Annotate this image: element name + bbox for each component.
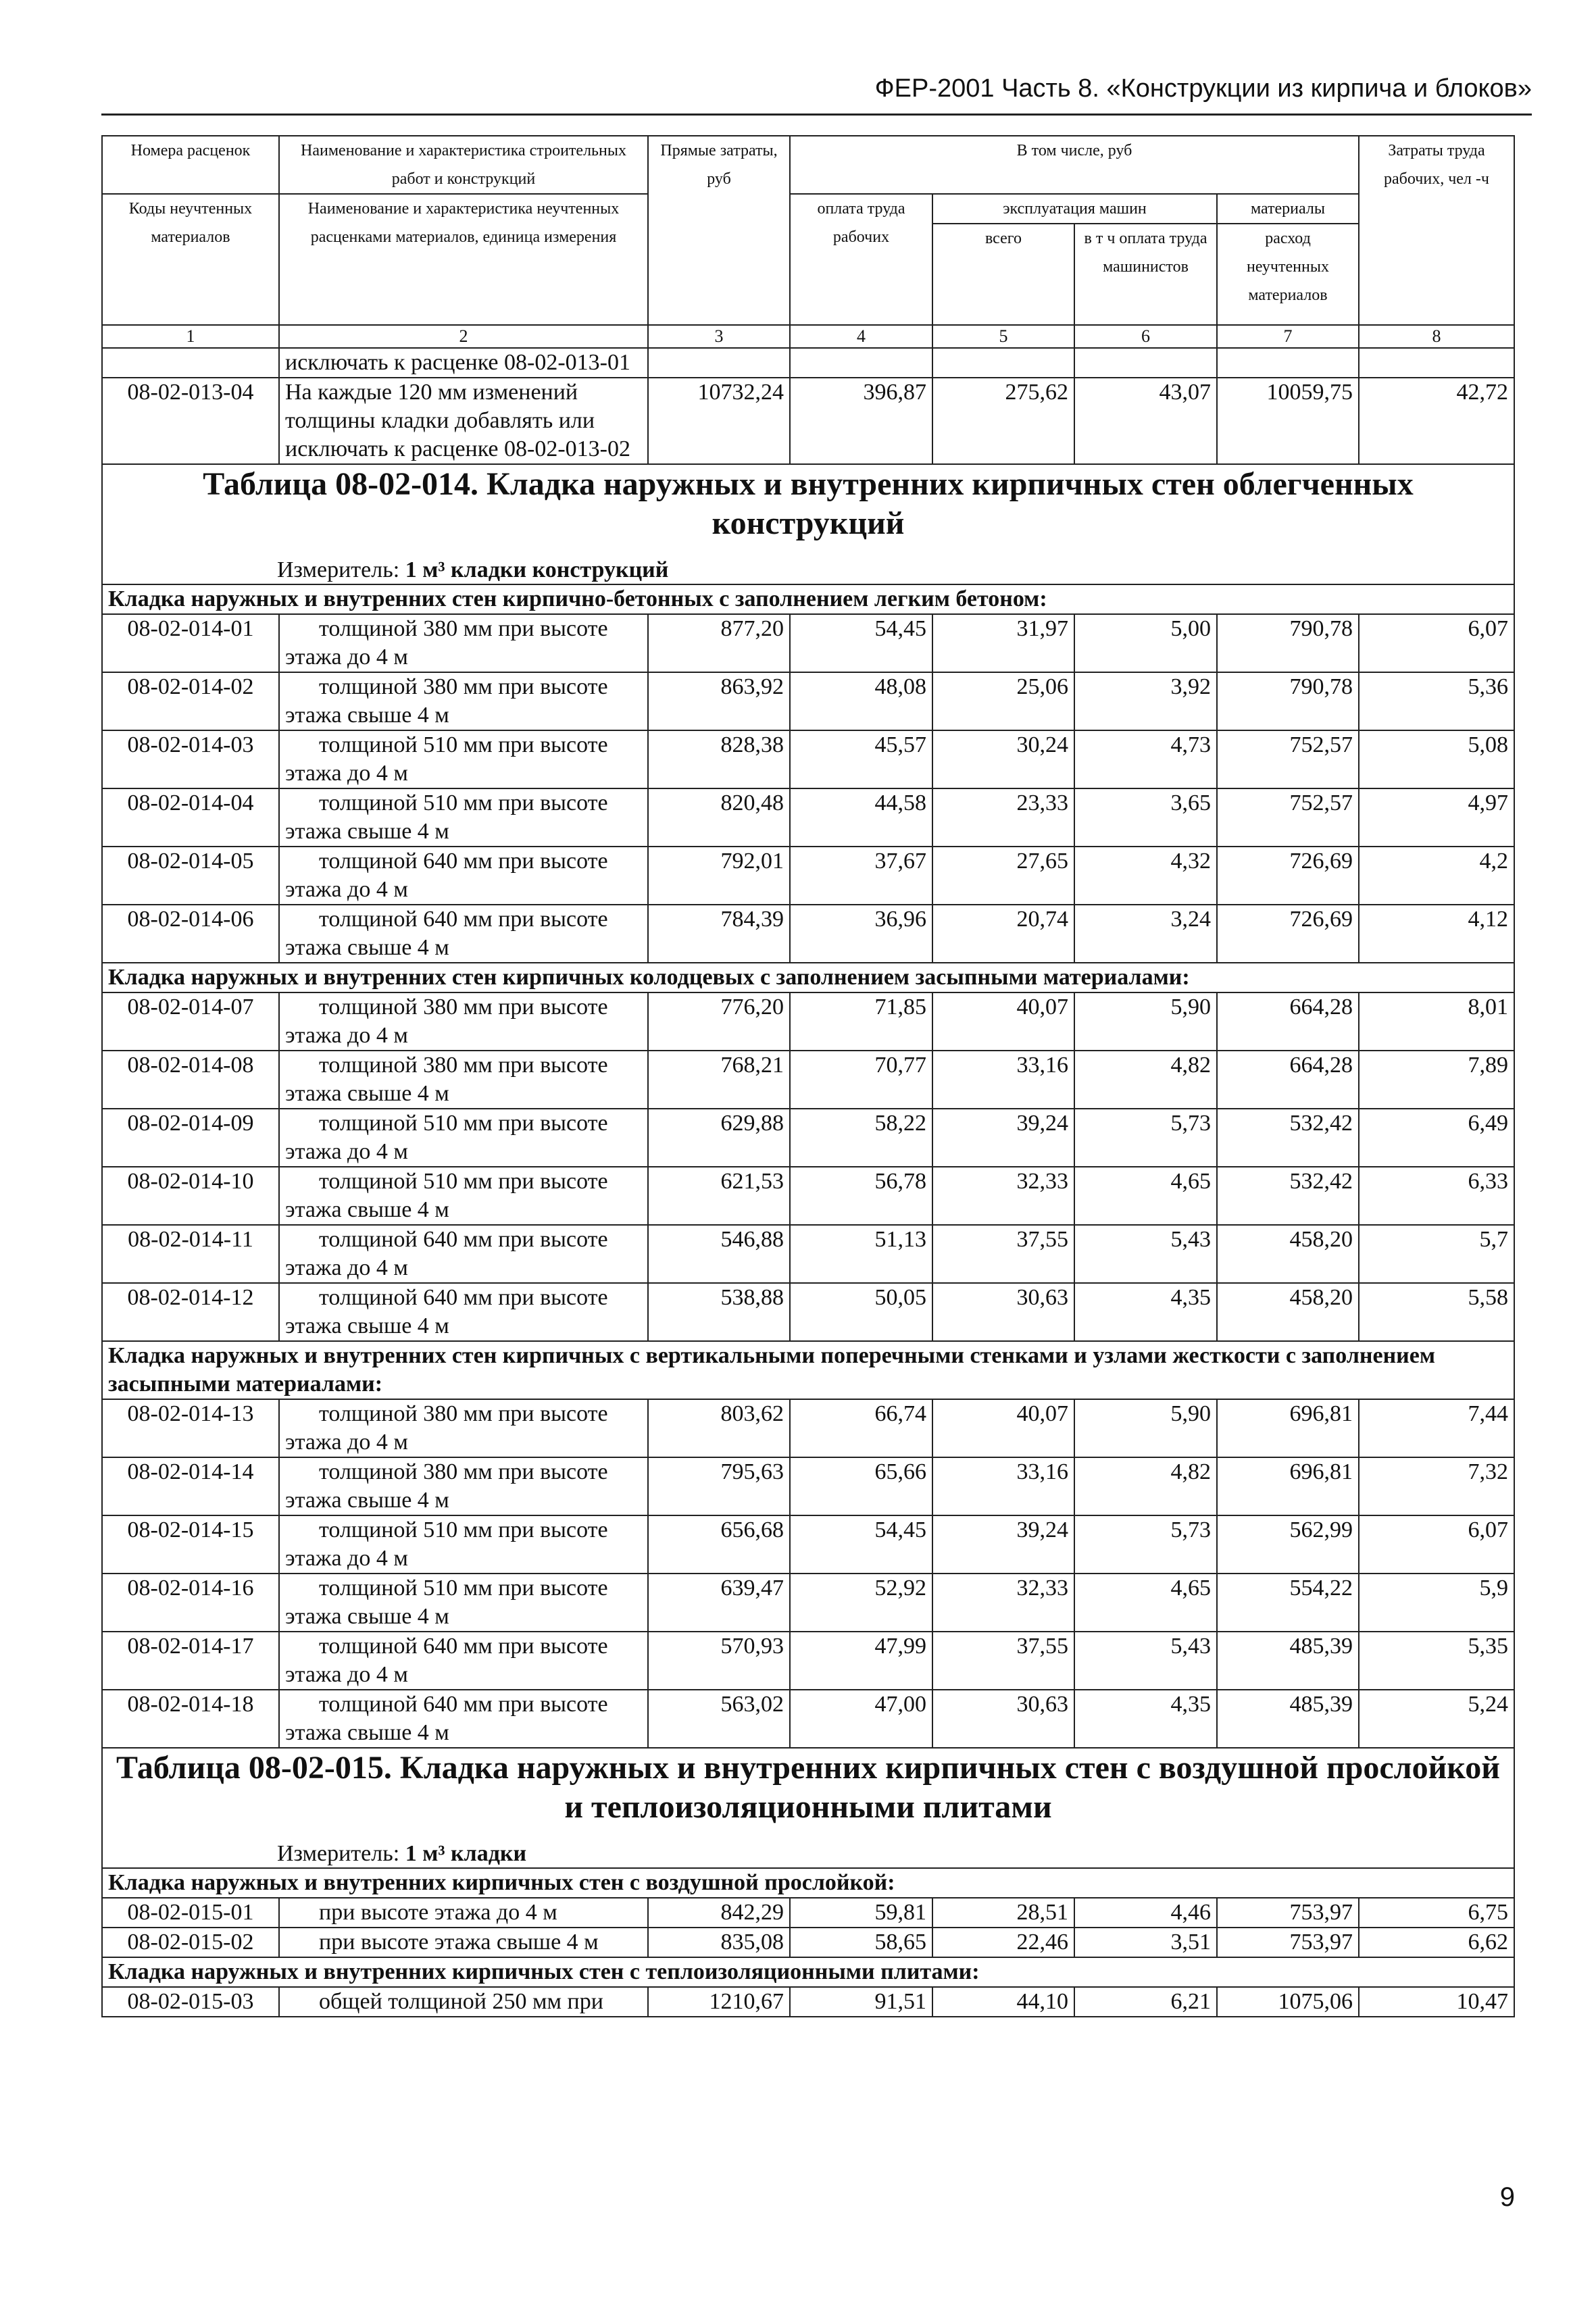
labor-hours: 6,33 — [1359, 1167, 1514, 1225]
machinists-cost: 4,46 — [1074, 1898, 1217, 1928]
machines-cost: 33,16 — [932, 1051, 1074, 1109]
wages-cost: 56,78 — [790, 1167, 932, 1225]
rate-name-line2: этажа до 4 м — [285, 761, 408, 786]
table-title-cell — [102, 464, 1514, 584]
wages-cost: 58,22 — [790, 1109, 932, 1167]
rate-name-line1: толщиной 380 мм при высоте — [319, 1459, 608, 1484]
materials-cost: 790,78 — [1217, 614, 1359, 672]
table-row — [102, 1928, 1514, 1957]
column-number: 4 — [790, 325, 932, 348]
labor-hours: 5,24 — [1359, 1690, 1514, 1748]
rate-name-line1: толщиной 510 мм при высоте — [319, 1111, 608, 1136]
rate-name — [279, 992, 648, 1051]
rate-name — [279, 1051, 648, 1109]
table-row — [102, 1898, 1514, 1928]
rate-name — [279, 1928, 648, 1957]
section-row — [102, 1957, 1514, 1987]
rate-name — [279, 1399, 648, 1457]
machinists-cost: 5,43 — [1074, 1632, 1217, 1690]
machinists-cost: 5,00 — [1074, 614, 1217, 672]
col-materials: материалы — [1217, 194, 1359, 224]
table-row — [102, 672, 1514, 730]
column-number: 6 — [1074, 325, 1217, 348]
machines-cost: 32,33 — [932, 1167, 1074, 1225]
direct-cost: 629,88 — [648, 1109, 790, 1167]
machinists-cost: 3,92 — [1074, 672, 1217, 730]
materials-cost: 458,20 — [1217, 1283, 1359, 1341]
wages-cost: 51,13 — [790, 1225, 932, 1283]
direct-cost — [648, 348, 790, 378]
rate-code: 08-02-014-14 — [102, 1457, 279, 1515]
header-row-1 — [102, 136, 1514, 194]
rate-code: 08-02-015-01 — [102, 1898, 279, 1928]
wages-cost: 71,85 — [790, 992, 932, 1051]
table-title: Таблица 08-02-014. Кладка наружных и внутренних кирпичных стен облегченных конструкций — [203, 466, 1414, 541]
machinists-cost — [1074, 348, 1217, 378]
direct-cost: 768,21 — [648, 1051, 790, 1109]
rate-code: 08-02-014-08 — [102, 1051, 279, 1109]
measure-value: 1 м³ кладки конструкций — [405, 557, 669, 582]
rate-code: 08-02-014-05 — [102, 847, 279, 905]
machines-cost — [932, 348, 1074, 378]
rate-code: 08-02-014-03 — [102, 730, 279, 788]
machines-cost: 39,24 — [932, 1515, 1074, 1574]
direct-cost: 1210,67 — [648, 1987, 790, 2017]
labor-hours: 7,44 — [1359, 1399, 1514, 1457]
rate-name-line1: толщиной 380 мм при высоте — [319, 616, 608, 641]
rate-code: 08-02-015-03 — [102, 1987, 279, 2017]
rate-name-line1: толщиной 640 мм при высоте — [319, 849, 608, 874]
rate-name — [279, 1457, 648, 1515]
machines-cost: 33,16 — [932, 1457, 1074, 1515]
rate-name-line2: этажа до 4 м — [285, 1662, 408, 1687]
labor-hours: 6,62 — [1359, 1928, 1514, 1957]
rate-name-line2: этажа до 4 м — [285, 1430, 408, 1455]
rate-name-line1: общей толщиной 250 мм при — [319, 1989, 603, 2014]
materials-cost: 554,22 — [1217, 1574, 1359, 1632]
rates-table — [101, 135, 1515, 2017]
labor-hours: 6,49 — [1359, 1109, 1514, 1167]
rate-name — [279, 1109, 648, 1167]
wages-cost: 54,45 — [790, 614, 932, 672]
machines-cost: 22,46 — [932, 1928, 1074, 1957]
machines-cost: 23,33 — [932, 788, 1074, 847]
wages-cost: 66,74 — [790, 1399, 932, 1457]
col-machines: эксплуатация машин — [932, 194, 1217, 224]
labor-hours: 6,07 — [1359, 1515, 1514, 1574]
column-number: 7 — [1217, 325, 1359, 348]
section-title: Кладка наружных и внутренних стен кирпично-бетонных с заполнением легким бетоном: — [102, 584, 1514, 614]
direct-cost: 776,20 — [648, 992, 790, 1051]
materials-cost: 562,99 — [1217, 1515, 1359, 1574]
col-machinists: в т ч оплата труда машинистов — [1074, 224, 1217, 325]
table-row — [102, 1457, 1514, 1515]
rate-code: 08-02-014-12 — [102, 1283, 279, 1341]
rate-code: 08-02-014-10 — [102, 1167, 279, 1225]
table-row — [102, 847, 1514, 905]
rate-name-line1: толщиной 510 мм при высоте — [319, 1517, 608, 1542]
direct-cost: 835,08 — [648, 1928, 790, 1957]
running-header — [101, 73, 1532, 116]
running-title: ФЕР-2001 Часть 8. «Конструкции из кирпича и блоков» — [874, 74, 1532, 103]
rate-name — [279, 1225, 648, 1283]
col-name-bottom: Наименование и характеристика неучтенных расценками материалов, единица измерения — [279, 194, 648, 325]
rate-code: 08-02-014-17 — [102, 1632, 279, 1690]
rate-name — [279, 847, 648, 905]
measure-label: Измеритель: — [277, 1841, 400, 1866]
labor-hours: 7,32 — [1359, 1457, 1514, 1515]
section-title: Кладка наружных и внутренних стен кирпичных колодцевых с заполнением засыпными материалами: — [102, 963, 1514, 992]
labor-hours: 5,58 — [1359, 1283, 1514, 1341]
labor-hours: 8,01 — [1359, 992, 1514, 1051]
machines-cost: 39,24 — [932, 1109, 1074, 1167]
machinists-cost: 4,82 — [1074, 1457, 1217, 1515]
rate-name — [279, 1167, 648, 1225]
rate-name-line2: этажа до 4 м — [285, 877, 408, 902]
col-name-top: Наименование и характеристика строительных работ и конструкций — [279, 136, 648, 194]
machinists-cost: 5,90 — [1074, 1399, 1217, 1457]
column-number: 2 — [279, 325, 648, 348]
labor-hours: 4,97 — [1359, 788, 1514, 847]
labor-hours: 5,7 — [1359, 1225, 1514, 1283]
table-row — [102, 730, 1514, 788]
wages-cost: 47,99 — [790, 1632, 932, 1690]
labor-hours: 4,12 — [1359, 905, 1514, 963]
rate-name-line2: этажа свыше 4 м — [285, 703, 449, 728]
rate-name-line2: этажа до 4 м — [285, 1546, 408, 1571]
machines-cost: 40,07 — [932, 992, 1074, 1051]
materials-cost: 790,78 — [1217, 672, 1359, 730]
materials-cost: 664,28 — [1217, 992, 1359, 1051]
machines-cost: 275,62 — [932, 378, 1074, 464]
materials-cost: 752,57 — [1217, 788, 1359, 847]
machinists-cost: 6,21 — [1074, 1987, 1217, 2017]
machinists-cost: 4,65 — [1074, 1167, 1217, 1225]
column-number: 5 — [932, 325, 1074, 348]
wages-cost: 91,51 — [790, 1987, 932, 2017]
rate-name-line1: толщиной 640 мм при высоте — [319, 1227, 608, 1252]
section-title: Кладка наружных и внутренних кирпичных стен с теплоизоляционными плитами: — [102, 1957, 1514, 1987]
machinists-cost: 43,07 — [1074, 378, 1217, 464]
materials-cost: 458,20 — [1217, 1225, 1359, 1283]
machinists-cost: 3,65 — [1074, 788, 1217, 847]
rate-name-line1: толщиной 640 мм при высоте — [319, 1285, 608, 1310]
table-row — [102, 788, 1514, 847]
section-row — [102, 963, 1514, 992]
col-materials-sub: расход неучтенных материалов — [1217, 224, 1359, 325]
machines-cost: 30,63 — [932, 1690, 1074, 1748]
labor-hours: 7,89 — [1359, 1051, 1514, 1109]
rate-name — [279, 905, 648, 963]
column-number: 1 — [102, 325, 279, 348]
direct-cost: 820,48 — [648, 788, 790, 847]
materials-cost: 532,42 — [1217, 1167, 1359, 1225]
direct-cost: 639,47 — [648, 1574, 790, 1632]
machinists-cost: 3,24 — [1074, 905, 1217, 963]
machines-cost: 27,65 — [932, 847, 1074, 905]
rate-name — [279, 1898, 648, 1928]
rates-table-body — [102, 136, 1514, 2017]
materials-cost: 726,69 — [1217, 847, 1359, 905]
rate-code: 08-02-014-02 — [102, 672, 279, 730]
direct-cost: 792,01 — [648, 847, 790, 905]
table-title-row — [102, 464, 1514, 584]
table-row — [102, 1109, 1514, 1167]
materials-cost: 696,81 — [1217, 1457, 1359, 1515]
table-row — [102, 1632, 1514, 1690]
rate-name — [279, 1283, 648, 1341]
machines-cost: 31,97 — [932, 614, 1074, 672]
measure-line — [108, 1840, 1508, 1867]
rate-name — [279, 672, 648, 730]
wages-cost — [790, 348, 932, 378]
table-row — [102, 1399, 1514, 1457]
measure-line — [108, 557, 1508, 584]
rate-name-line2: этажа до 4 м — [285, 645, 408, 670]
machinists-cost: 5,73 — [1074, 1515, 1217, 1574]
col-labor: Затраты труда рабочих, чел -ч — [1359, 136, 1514, 325]
machinists-cost: 4,35 — [1074, 1690, 1217, 1748]
measure-label: Измеритель: — [277, 557, 400, 582]
rate-name-line1: толщиной 380 мм при высоте — [319, 1053, 608, 1078]
labor-hours: 5,35 — [1359, 1632, 1514, 1690]
table-row — [102, 614, 1514, 672]
machines-cost: 44,10 — [932, 1987, 1074, 2017]
direct-cost: 863,92 — [648, 672, 790, 730]
column-number: 8 — [1359, 325, 1514, 348]
direct-cost: 621,53 — [648, 1167, 790, 1225]
section-row — [102, 1341, 1514, 1399]
materials-cost: 664,28 — [1217, 1051, 1359, 1109]
measure-value: 1 м³ кладки — [405, 1841, 527, 1866]
materials-cost — [1217, 348, 1359, 378]
rate-code: 08-02-014-06 — [102, 905, 279, 963]
materials-cost: 726,69 — [1217, 905, 1359, 963]
col-code-top: Номера расценок — [102, 136, 279, 194]
direct-cost: 795,63 — [648, 1457, 790, 1515]
rate-name-line2: этажа до 4 м — [285, 1023, 408, 1048]
wages-cost: 50,05 — [790, 1283, 932, 1341]
wages-cost: 65,66 — [790, 1457, 932, 1515]
wages-cost: 54,45 — [790, 1515, 932, 1574]
machinists-cost: 4,73 — [1074, 730, 1217, 788]
table-row — [102, 378, 1514, 464]
labor-hours: 5,08 — [1359, 730, 1514, 788]
rate-name-line2: этажа свыше 4 м — [285, 1313, 449, 1338]
table-row — [102, 1690, 1514, 1748]
machines-cost: 30,24 — [932, 730, 1074, 788]
rate-name-line2: этажа до 4 м — [285, 1255, 408, 1280]
rate-name-line1: толщиной 510 мм при высоте — [319, 732, 608, 757]
rate-code: 08-02-014-13 — [102, 1399, 279, 1457]
rate-name — [279, 1515, 648, 1574]
machines-cost: 37,55 — [932, 1225, 1074, 1283]
rate-name-line1: при высоте этажа до 4 м — [319, 1900, 557, 1925]
wages-cost: 59,81 — [790, 1898, 932, 1928]
col-direct: Прямые затраты, руб — [648, 136, 790, 325]
rate-code: 08-02-013-04 — [102, 378, 279, 464]
labor-hours: 5,36 — [1359, 672, 1514, 730]
table-row — [102, 1167, 1514, 1225]
table-row — [102, 1515, 1514, 1574]
table-row — [102, 1283, 1514, 1341]
rate-code: 08-02-014-11 — [102, 1225, 279, 1283]
rate-name-line1: толщиной 640 мм при высоте — [319, 1692, 608, 1717]
rate-name-line1: толщиной 510 мм при высоте — [319, 1576, 608, 1601]
wages-cost: 47,00 — [790, 1690, 932, 1748]
materials-cost: 485,39 — [1217, 1632, 1359, 1690]
table-row — [102, 905, 1514, 963]
col-machines-total: всего — [932, 224, 1074, 325]
col-incl: В том числе, руб — [790, 136, 1359, 194]
direct-cost: 877,20 — [648, 614, 790, 672]
materials-cost: 10059,75 — [1217, 378, 1359, 464]
section-row — [102, 1868, 1514, 1898]
header-row-2 — [102, 194, 1514, 224]
materials-cost: 752,57 — [1217, 730, 1359, 788]
materials-cost: 753,97 — [1217, 1928, 1359, 1957]
rate-name-line1: толщиной 380 мм при высоте — [319, 995, 608, 1020]
rate-name-line2: этажа свыше 4 м — [285, 935, 449, 960]
labor-hours: 42,72 — [1359, 378, 1514, 464]
rate-code: 08-02-014-15 — [102, 1515, 279, 1574]
direct-cost: 803,62 — [648, 1399, 790, 1457]
labor-hours: 5,9 — [1359, 1574, 1514, 1632]
machinists-cost: 5,43 — [1074, 1225, 1217, 1283]
rate-name-line2: этажа свыше 4 м — [285, 1488, 449, 1513]
direct-cost: 656,68 — [648, 1515, 790, 1574]
machinists-cost: 4,82 — [1074, 1051, 1217, 1109]
rate-name — [279, 1574, 648, 1632]
direct-cost: 538,88 — [648, 1283, 790, 1341]
rate-name — [279, 788, 648, 847]
rate-name — [279, 1690, 648, 1748]
rate-name — [279, 1987, 648, 2017]
rate-name: исключать к расценке 08-02-013-01 — [279, 348, 648, 378]
machinists-cost: 3,51 — [1074, 1928, 1217, 1957]
rate-name-line2: этажа свыше 4 м — [285, 819, 449, 844]
wages-cost: 52,92 — [790, 1574, 932, 1632]
machinists-cost: 5,90 — [1074, 992, 1217, 1051]
section-title: Кладка наружных и внутренних кирпичных стен с воздушной прослойкой: — [102, 1868, 1514, 1898]
machines-cost: 32,33 — [932, 1574, 1074, 1632]
rate-name-line2: этажа свыше 4 м — [285, 1720, 449, 1745]
rate-name-line1: толщиной 640 мм при высоте — [319, 907, 608, 932]
rate-name-line2: этажа свыше 4 м — [285, 1604, 449, 1629]
machines-cost: 40,07 — [932, 1399, 1074, 1457]
rate-name-line1: толщиной 640 мм при высоте — [319, 1634, 608, 1659]
rate-name-line1: толщиной 510 мм при высоте — [319, 790, 608, 815]
rate-name-line1: толщиной 380 мм при высоте — [319, 674, 608, 699]
labor-hours — [1359, 348, 1514, 378]
wages-cost: 44,58 — [790, 788, 932, 847]
direct-cost: 10732,24 — [648, 378, 790, 464]
page-number: 9 — [1499, 2182, 1515, 2212]
machines-cost: 20,74 — [932, 905, 1074, 963]
table-title: Таблица 08-02-015. Кладка наружных и внутренних кирпичных стен с воздушной прослойкой и теплоизоляционными плитами — [116, 1750, 1500, 1825]
rate-name-line1: толщиной 380 мм при высоте — [319, 1401, 608, 1426]
machines-cost: 28,51 — [932, 1898, 1074, 1928]
rate-code: 08-02-014-18 — [102, 1690, 279, 1748]
rate-code — [102, 348, 279, 378]
rate-code: 08-02-014-09 — [102, 1109, 279, 1167]
rate-name-line1: толщиной 510 мм при высоте — [319, 1169, 608, 1194]
wages-cost: 70,77 — [790, 1051, 932, 1109]
wages-cost: 48,08 — [790, 672, 932, 730]
materials-cost: 696,81 — [1217, 1399, 1359, 1457]
wages-cost: 58,65 — [790, 1928, 932, 1957]
machines-cost: 30,63 — [932, 1283, 1074, 1341]
rate-code: 08-02-014-07 — [102, 992, 279, 1051]
rate-name: На каждые 120 мм изменений толщины кладки добавлять или исключать к расценке 08-02-013-02 — [279, 378, 648, 464]
rate-code: 08-02-014-04 — [102, 788, 279, 847]
table-row — [102, 1225, 1514, 1283]
table-row — [102, 1987, 1514, 2017]
materials-cost: 532,42 — [1217, 1109, 1359, 1167]
direct-cost: 828,38 — [648, 730, 790, 788]
direct-cost: 563,02 — [648, 1690, 790, 1748]
machinists-cost: 4,65 — [1074, 1574, 1217, 1632]
table-row — [102, 992, 1514, 1051]
rate-code: 08-02-014-01 — [102, 614, 279, 672]
wages-cost: 396,87 — [790, 378, 932, 464]
materials-cost: 485,39 — [1217, 1690, 1359, 1748]
materials-cost: 1075,06 — [1217, 1987, 1359, 2017]
rate-name-line2: этажа свыше 4 м — [285, 1197, 449, 1222]
table-title-row — [102, 1748, 1514, 1868]
col-code-bottom: Коды неучтенных материалов — [102, 194, 279, 325]
rate-name — [279, 730, 648, 788]
table-row — [102, 1051, 1514, 1109]
column-number: 3 — [648, 325, 790, 348]
machinists-cost: 4,35 — [1074, 1283, 1217, 1341]
rate-name-line2: этажа свыше 4 м — [285, 1081, 449, 1106]
direct-cost: 784,39 — [648, 905, 790, 963]
section-row — [102, 584, 1514, 614]
wages-cost: 37,67 — [790, 847, 932, 905]
rate-name-line1: при высоте этажа свыше 4 м — [319, 1930, 599, 1955]
rate-code: 08-02-015-02 — [102, 1928, 279, 1957]
labor-hours: 6,75 — [1359, 1898, 1514, 1928]
labor-hours: 10,47 — [1359, 1987, 1514, 2017]
table-row — [102, 1574, 1514, 1632]
machines-cost: 37,55 — [932, 1632, 1074, 1690]
column-numbers-row — [102, 325, 1514, 348]
wages-cost: 36,96 — [790, 905, 932, 963]
col-wages: оплата труда рабочих — [790, 194, 932, 325]
section-title: Кладка наружных и внутренних стен кирпичных с вертикальными поперечными стенками и узлами жесткости с заполнением засыпными материалами: — [102, 1341, 1514, 1399]
direct-cost: 570,93 — [648, 1632, 790, 1690]
labor-hours: 6,07 — [1359, 614, 1514, 672]
rate-name — [279, 614, 648, 672]
materials-cost: 753,97 — [1217, 1898, 1359, 1928]
machinists-cost: 5,73 — [1074, 1109, 1217, 1167]
wages-cost: 45,57 — [790, 730, 932, 788]
rate-code: 08-02-014-16 — [102, 1574, 279, 1632]
machines-cost: 25,06 — [932, 672, 1074, 730]
rate-name-line2: этажа до 4 м — [285, 1139, 408, 1164]
table-title-cell — [102, 1748, 1514, 1868]
direct-cost: 842,29 — [648, 1898, 790, 1928]
table-row — [102, 348, 1514, 378]
labor-hours: 4,2 — [1359, 847, 1514, 905]
direct-cost: 546,88 — [648, 1225, 790, 1283]
machinists-cost: 4,32 — [1074, 847, 1217, 905]
rate-name — [279, 1632, 648, 1690]
